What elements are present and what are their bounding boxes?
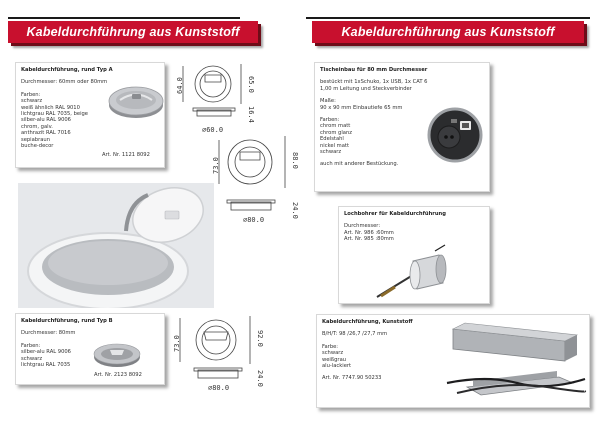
lochbohrer-art2: Art. Nr. 985 :80mm: [344, 236, 394, 243]
eckig-color: weißgrau: [322, 356, 347, 363]
typeA-title: Kabeldurchführung, rund Typ A: [21, 67, 113, 73]
tischeinbau-product-image: [427, 107, 483, 163]
typeB-color: silber-alu RAL 9006: [21, 349, 71, 356]
typeB-art-number: Art. Nr. 2123 8092: [94, 372, 142, 378]
top-rule-right: [306, 17, 590, 19]
eckig-title: Kabeldurchführung, Kunststoff: [322, 319, 413, 325]
dim-a60-depth: 16.4: [247, 106, 255, 123]
typeA-color: chrom, galv.: [21, 123, 53, 130]
dim-a80-d: ⌀80.0: [243, 216, 265, 224]
tischeinbau-color: chrom matt: [320, 123, 351, 130]
header-right: Kabeldurchführung aus Kunststoff: [312, 21, 584, 43]
tischeinbau-extra: auch mit anderer Bestückung.: [320, 161, 399, 168]
dim-b-depth: 24.0: [256, 370, 264, 387]
tischeinbau-color: Edelstahl: [320, 136, 344, 143]
dim-a80-h2: 88.0: [291, 152, 299, 169]
typeB-diameter: Durchmesser: 80mm: [21, 330, 76, 337]
tischeinbau-color: chrom glanz: [320, 129, 352, 136]
tischeinbau-colors-label: Farben:: [320, 117, 340, 124]
typeB-color: schwarz: [21, 355, 43, 362]
eckig-colors-label: Farbe:: [322, 343, 339, 350]
typeA-color: sepiabraun: [21, 136, 50, 143]
drawing-typeA-60: [175, 62, 255, 132]
eckig-color: alu-lackiert: [322, 363, 352, 370]
dim-a60-d: ⌀60.0: [202, 126, 224, 134]
drawing-typeB: [173, 318, 278, 418]
tischeinbau-color: schwarz: [320, 149, 342, 156]
typeA-color: anthrazit RAL 7016: [21, 130, 71, 137]
typeB-color: lichtgrau RAL 7035: [21, 362, 71, 369]
typeB-title: Kabeldurchführung, rund Typ B: [21, 318, 113, 324]
typeA-color: weiß ähnlich RAL 9010: [21, 104, 80, 111]
lochbohrer-title: Lochbohrer für Kabeldurchführung: [344, 211, 446, 217]
typeA-art-number: Art. Nr. 1121 8092: [102, 152, 150, 158]
dim-a60-h1: 64.0: [176, 77, 184, 94]
eckig-info-box: [316, 314, 590, 408]
typeB-product-image: [92, 342, 142, 368]
eckig-bht: B/H/T: 98 /26,7 /27,7 mm: [322, 331, 388, 338]
tischeinbau-info-box: [314, 62, 490, 192]
tischeinbau-desc2: 1,00 m Leitung und Steckverbinder: [320, 85, 412, 92]
dim-b-h2: 92.0: [256, 330, 264, 347]
lochbohrer-product-image: [373, 247, 453, 301]
typeA-color: silber-alu RAL 9006: [21, 117, 71, 124]
tischeinbau-masse-label: Maße:: [320, 98, 336, 105]
dim-a80-h1: 73.0: [212, 157, 220, 174]
tischeinbau-color: nickel matt: [320, 142, 349, 149]
typeA-info-box: [15, 62, 165, 168]
dim-b-h1: 73.0: [173, 335, 181, 352]
eckig-product-image: [447, 321, 587, 403]
tischeinbau-desc1: bestückt mit 1xSchuko, 1x USB, 1x CAT 6: [320, 79, 428, 86]
eckig-art-number: Art. Nr. 7747.90 50233: [322, 375, 382, 382]
product-photo: [18, 183, 214, 308]
typeA-color: schwarz: [21, 98, 43, 105]
lochbohrer-art1: Art. Nr. 986 :60mm: [344, 229, 394, 236]
lochbohrer-info-box: [338, 206, 490, 304]
tischeinbau-title: Tischeinbau für 80 mm Durchmesser: [320, 67, 428, 73]
header-left: Kabeldurchführung aus Kunststoff: [8, 21, 258, 43]
typeA-diameter: Durchmesser: 60mm oder 80mm: [21, 79, 108, 86]
typeA-color: buche-decor: [21, 143, 54, 150]
typeA-color: lichtgrau RAL 7035, beige: [21, 111, 88, 118]
eckig-color: schwarz: [322, 350, 344, 357]
drawing-typeA-80: [212, 140, 305, 235]
dim-a80-depth: 24.0: [291, 202, 299, 219]
dim-a60-h2: 65.0: [247, 76, 255, 93]
typeB-info-box: [15, 313, 165, 385]
typeA-colors-label: Farben:: [21, 91, 41, 98]
dim-b-d: ⌀80.0: [208, 384, 230, 392]
typeB-colors-label: Farben:: [21, 342, 41, 349]
typeA-product-image: [108, 83, 164, 119]
tischeinbau-masse: 90 x 90 mm Einbautiefe 65 mm: [320, 104, 403, 111]
top-rule-left: [8, 17, 240, 19]
lochbohrer-diameter-label: Durchmesser:: [344, 223, 381, 230]
